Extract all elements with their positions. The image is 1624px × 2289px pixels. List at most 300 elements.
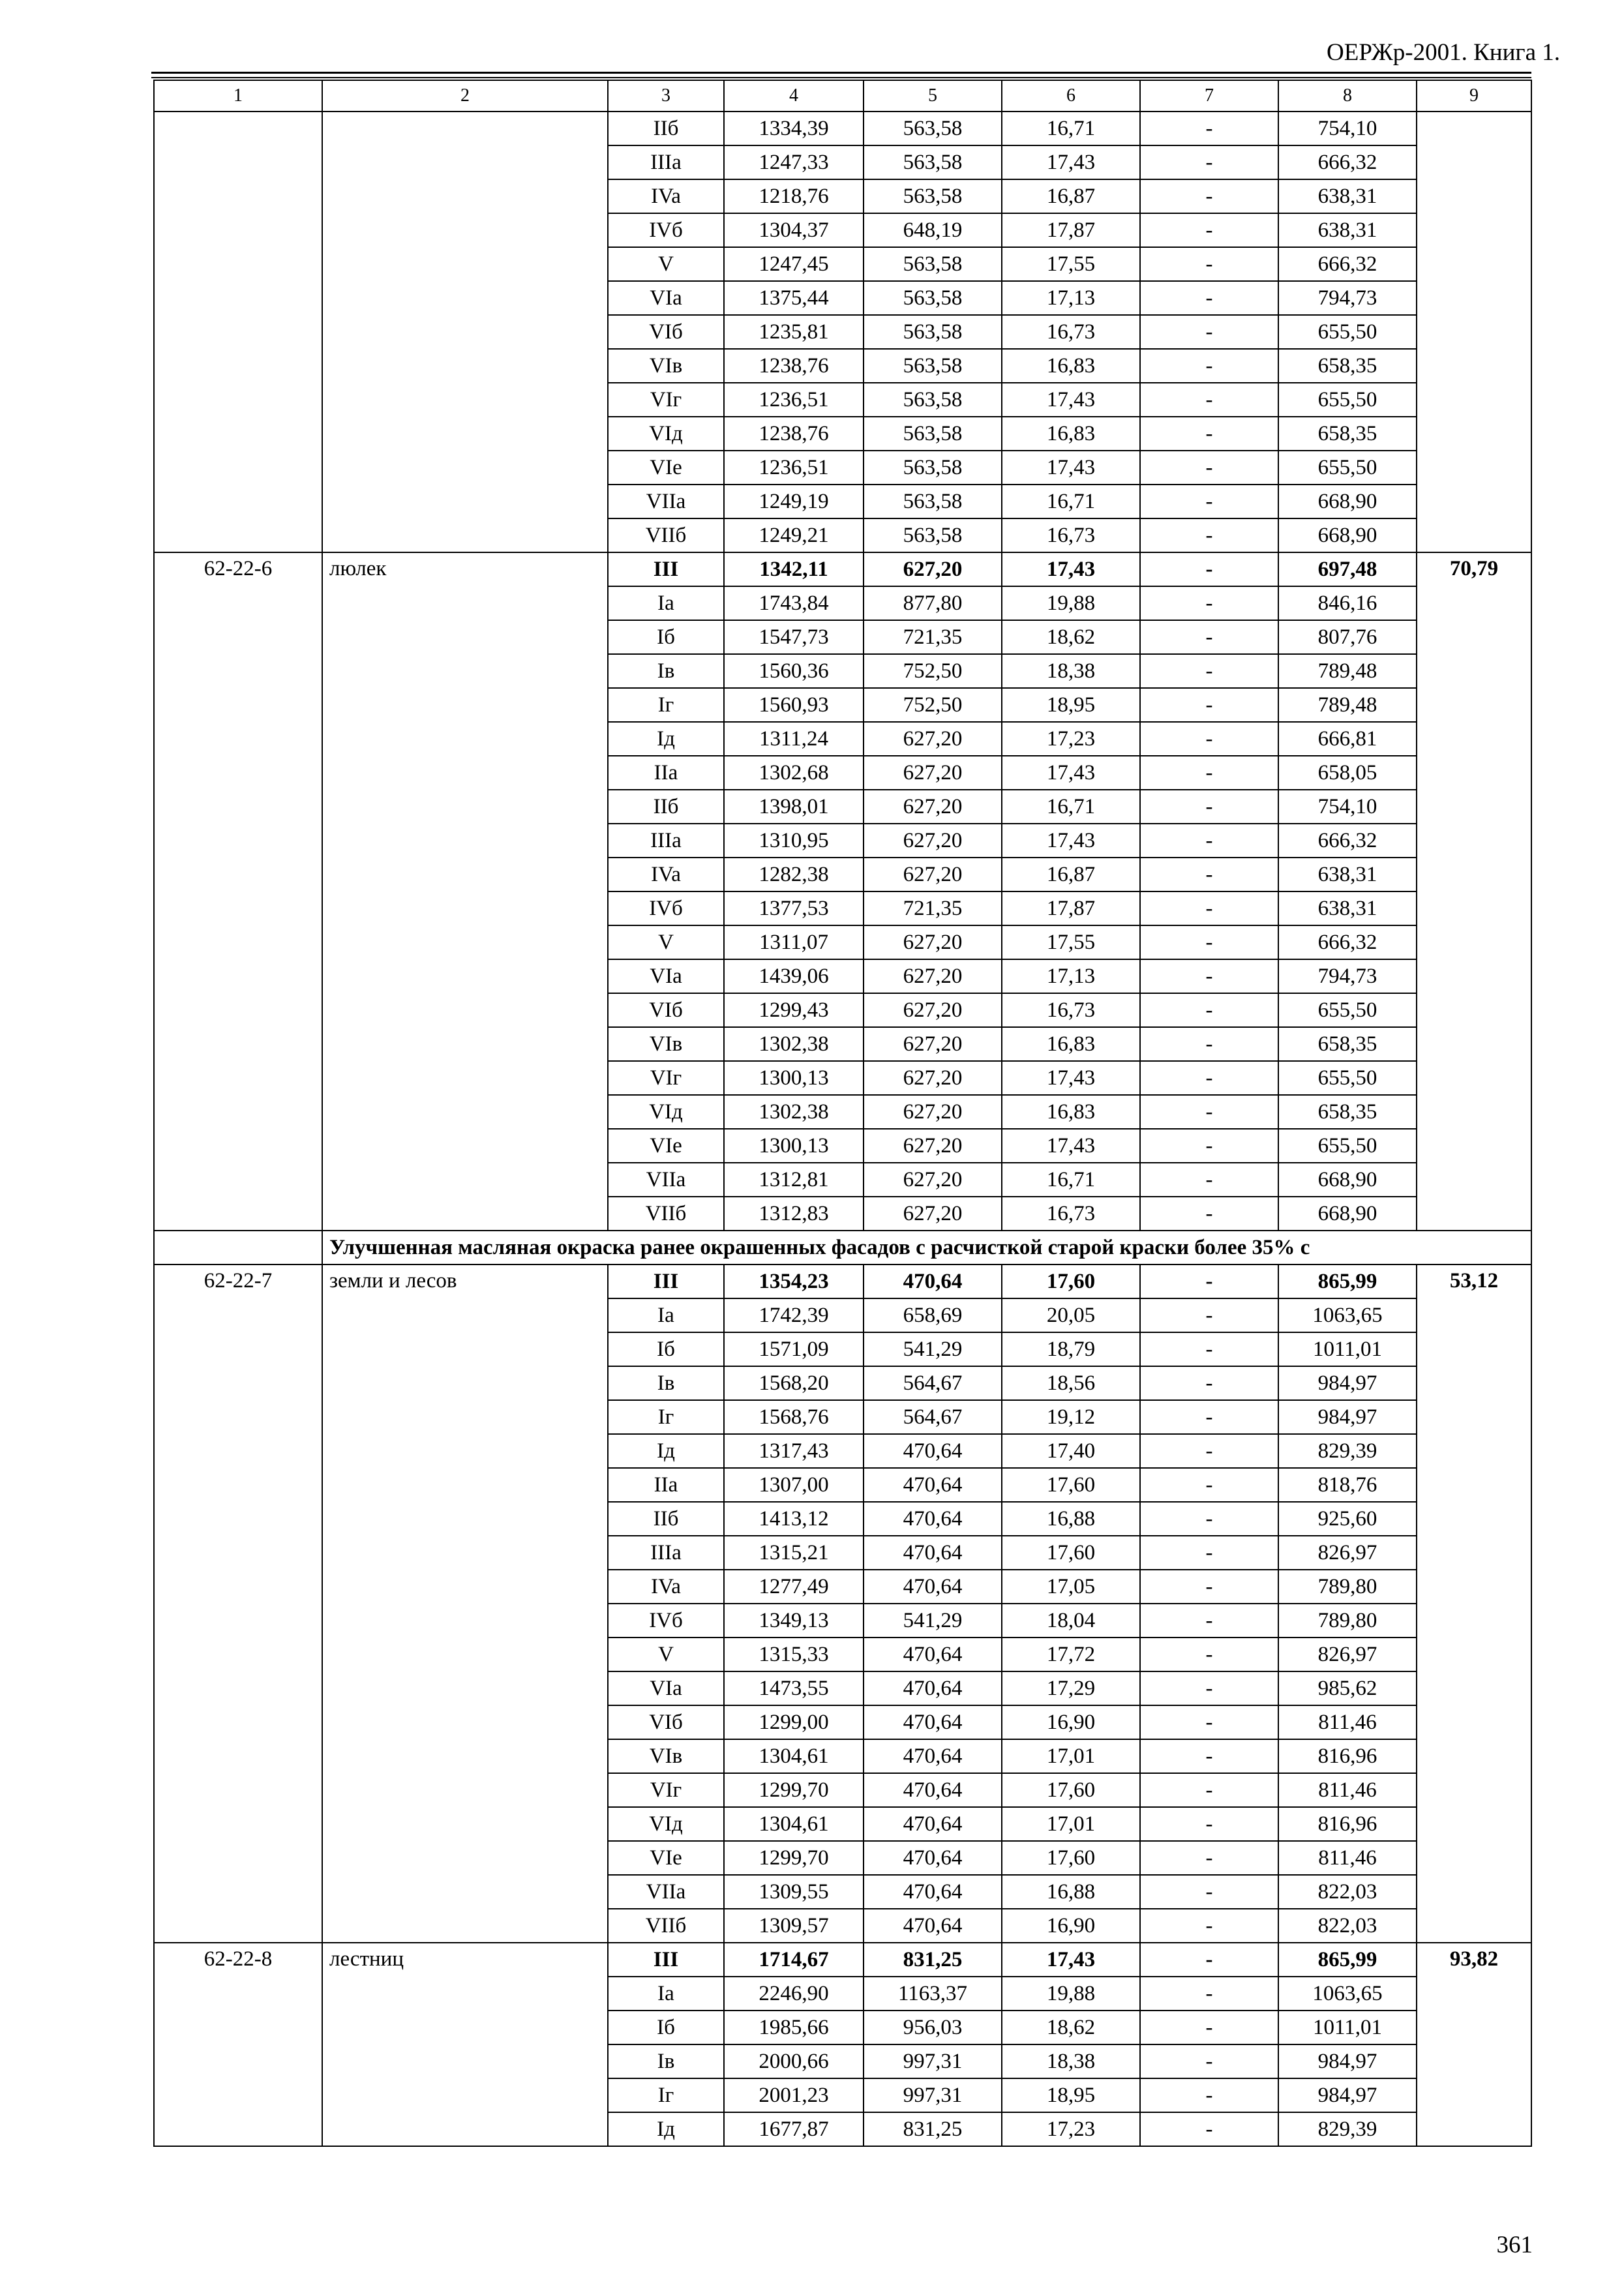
- section-row: [154, 1231, 1531, 1264]
- col7-value: -: [1140, 2112, 1278, 2146]
- col8-value: 655,50: [1278, 993, 1417, 1027]
- zone-cell: VIб: [608, 1705, 724, 1739]
- item-code: 62-22-7: [154, 1264, 322, 1943]
- col6-value: 19,12: [1002, 1400, 1140, 1434]
- zone-cell: VIa: [608, 281, 724, 315]
- col6-value: 17,43: [1002, 824, 1140, 858]
- col6-value: 17,43: [1002, 451, 1140, 485]
- col6-value: 18,04: [1002, 1604, 1140, 1638]
- col6-value: 16,90: [1002, 1705, 1140, 1739]
- col4-value: 1311,24: [724, 722, 864, 756]
- col6-value: 17,60: [1002, 1468, 1140, 1502]
- zone-cell: IVa: [608, 1570, 724, 1604]
- col6-value: 17,60: [1002, 1841, 1140, 1875]
- col6-value: 18,62: [1002, 2011, 1140, 2044]
- col4-value: 1568,20: [724, 1366, 864, 1400]
- col8-value: 984,97: [1278, 1400, 1417, 1434]
- col7-value: -: [1140, 485, 1278, 518]
- zone-cell: Iв: [608, 654, 724, 688]
- col5-value: 658,69: [864, 1298, 1002, 1332]
- col5-value: 627,20: [864, 1197, 1002, 1231]
- zone-cell: VIв: [608, 1027, 724, 1061]
- header-rule: [151, 72, 1531, 74]
- col5-value: 752,50: [864, 688, 1002, 722]
- col8-value: 658,05: [1278, 756, 1417, 790]
- col6-value: 17,01: [1002, 1739, 1140, 1773]
- col4-value: 1247,33: [724, 145, 864, 179]
- col8-value: 826,97: [1278, 1536, 1417, 1570]
- col4-value: 1236,51: [724, 451, 864, 485]
- col8-value: 822,03: [1278, 1909, 1417, 1943]
- col5-value: 470,64: [864, 1468, 1002, 1502]
- col5-value: 627,20: [864, 1027, 1002, 1061]
- col8-value: 984,97: [1278, 1366, 1417, 1400]
- col5-value: 564,67: [864, 1400, 1002, 1434]
- col8-value: 865,99: [1278, 1943, 1417, 1977]
- col8-value: 811,46: [1278, 1773, 1417, 1807]
- col4-value: 1299,43: [724, 993, 864, 1027]
- col6-value: 16,83: [1002, 1027, 1140, 1061]
- col6-value: 16,73: [1002, 993, 1140, 1027]
- col7-value: -: [1140, 1434, 1278, 1468]
- zone-cell: VIe: [608, 451, 724, 485]
- col7-value: -: [1140, 1468, 1278, 1502]
- col6-value: 16,88: [1002, 1875, 1140, 1909]
- col7-value: -: [1140, 722, 1278, 756]
- col5-value: 563,58: [864, 417, 1002, 451]
- col9-value: [1417, 112, 1531, 552]
- col5-value: 563,58: [864, 281, 1002, 315]
- col4-value: 1312,83: [724, 1197, 864, 1231]
- col6-value: 17,60: [1002, 1536, 1140, 1570]
- col4-value: 1714,67: [724, 1943, 864, 1977]
- col7-value: -: [1140, 1604, 1278, 1638]
- col5-value: 470,64: [864, 1536, 1002, 1570]
- col7-value: -: [1140, 790, 1278, 824]
- zone-cell: IIa: [608, 756, 724, 790]
- table-row: [154, 1264, 1531, 1298]
- column-number: 9: [1417, 80, 1531, 112]
- column-number: 7: [1140, 80, 1278, 112]
- zone-cell: VIб: [608, 993, 724, 1027]
- zone-cell: IIa: [608, 1468, 724, 1502]
- col5-value: 627,20: [864, 1061, 1002, 1095]
- col7-value: -: [1140, 993, 1278, 1027]
- zone-cell: VIд: [608, 1807, 724, 1841]
- column-number-row: [154, 80, 1531, 112]
- table-row: [154, 112, 1531, 145]
- col5-value: 648,19: [864, 213, 1002, 247]
- col6-value: 16,87: [1002, 858, 1140, 891]
- zone-cell: Iв: [608, 2044, 724, 2078]
- col8-value: 668,90: [1278, 1163, 1417, 1197]
- col5-value: 563,58: [864, 485, 1002, 518]
- zone-cell: VIIa: [608, 1875, 724, 1909]
- col6-value: 17,40: [1002, 1434, 1140, 1468]
- col4-value: 1473,55: [724, 1671, 864, 1705]
- zone-cell: IIб: [608, 1502, 724, 1536]
- col6-value: 16,83: [1002, 417, 1140, 451]
- col5-value: 563,58: [864, 179, 1002, 213]
- column-number: 4: [724, 80, 864, 112]
- item-code: 62-22-6: [154, 552, 322, 1231]
- zone-cell: IVб: [608, 213, 724, 247]
- col4-value: 1235,81: [724, 315, 864, 349]
- col4-value: 1398,01: [724, 790, 864, 824]
- col5-value: 627,20: [864, 1163, 1002, 1197]
- col4-value: 1985,66: [724, 2011, 864, 2044]
- col8-value: 754,10: [1278, 112, 1417, 145]
- col7-value: -: [1140, 688, 1278, 722]
- zone-cell: VIa: [608, 959, 724, 993]
- col6-value: 16,71: [1002, 112, 1140, 145]
- zone-cell: IIIa: [608, 824, 724, 858]
- section-code-cell: [154, 1231, 322, 1264]
- col8-value: 655,50: [1278, 451, 1417, 485]
- zone-cell: IIIa: [608, 145, 724, 179]
- col8-value: 638,31: [1278, 179, 1417, 213]
- col7-value: -: [1140, 2044, 1278, 2078]
- col6-value: 16,71: [1002, 485, 1140, 518]
- col7-value: -: [1140, 213, 1278, 247]
- col4-value: 1742,39: [724, 1298, 864, 1332]
- col5-value: 470,64: [864, 1739, 1002, 1773]
- col5-value: 627,20: [864, 824, 1002, 858]
- col5-value: 627,20: [864, 959, 1002, 993]
- col7-value: -: [1140, 417, 1278, 451]
- col8-value: 1011,01: [1278, 2011, 1417, 2044]
- col4-value: 1302,68: [724, 756, 864, 790]
- col8-value: 789,48: [1278, 654, 1417, 688]
- col4-value: 1571,09: [724, 1332, 864, 1366]
- col6-value: 17,87: [1002, 213, 1140, 247]
- col8-value: 655,50: [1278, 1061, 1417, 1095]
- zone-cell: Iб: [608, 1332, 724, 1366]
- col7-value: -: [1140, 1366, 1278, 1400]
- col7-value: -: [1140, 1705, 1278, 1739]
- column-number: 2: [322, 80, 608, 112]
- col7-value: -: [1140, 1332, 1278, 1366]
- section-title: Улучшенная масляная окраска ранее окрашенных фасадов с расчисткой старой краски более 35% с: [322, 1231, 1531, 1264]
- zone-cell: V: [608, 925, 724, 959]
- col7-value: -: [1140, 552, 1278, 586]
- column-number: 1: [154, 80, 322, 112]
- col7-value: -: [1140, 315, 1278, 349]
- header-rule: [151, 77, 1531, 78]
- col8-value: 668,90: [1278, 485, 1417, 518]
- col6-value: 18,95: [1002, 688, 1140, 722]
- zone-cell: VIIa: [608, 1163, 724, 1197]
- zone-cell: VIIa: [608, 485, 724, 518]
- item-code: [154, 112, 322, 552]
- col5-value: 470,64: [864, 1807, 1002, 1841]
- col8-value: 822,03: [1278, 1875, 1417, 1909]
- col5-value: 721,35: [864, 891, 1002, 925]
- zone-cell: V: [608, 1638, 724, 1671]
- zone-cell: Iд: [608, 1434, 724, 1468]
- col4-value: 1249,21: [724, 518, 864, 552]
- column-number: 5: [864, 80, 1002, 112]
- col4-value: 1439,06: [724, 959, 864, 993]
- zone-cell: Ia: [608, 1977, 724, 2011]
- zone-cell: VIг: [608, 1061, 724, 1095]
- col7-value: -: [1140, 1773, 1278, 1807]
- col8-value: 789,80: [1278, 1570, 1417, 1604]
- col6-value: 17,43: [1002, 552, 1140, 586]
- page-number: 361: [1496, 2232, 1533, 2258]
- col6-value: 17,87: [1002, 891, 1140, 925]
- col5-value: 563,58: [864, 247, 1002, 281]
- zone-cell: VIIб: [608, 518, 724, 552]
- col5-value: 627,20: [864, 756, 1002, 790]
- col5-value: 877,80: [864, 586, 1002, 620]
- col8-value: 794,73: [1278, 959, 1417, 993]
- zone-cell: Ia: [608, 1298, 724, 1332]
- zone-cell: Iв: [608, 1366, 724, 1400]
- col8-value: 658,35: [1278, 417, 1417, 451]
- col7-value: -: [1140, 1739, 1278, 1773]
- col7-value: -: [1140, 349, 1278, 383]
- col5-value: 831,25: [864, 2112, 1002, 2146]
- col6-value: 16,83: [1002, 349, 1140, 383]
- col6-value: 19,88: [1002, 586, 1140, 620]
- col8-value: 754,10: [1278, 790, 1417, 824]
- zone-cell: VIe: [608, 1841, 724, 1875]
- col4-value: 1247,45: [724, 247, 864, 281]
- col7-value: -: [1140, 281, 1278, 315]
- col8-value: 1011,01: [1278, 1332, 1417, 1366]
- col7-value: -: [1140, 925, 1278, 959]
- col8-value: 666,32: [1278, 824, 1417, 858]
- col5-value: 470,64: [864, 1638, 1002, 1671]
- column-number: 6: [1002, 80, 1140, 112]
- col5-value: 627,20: [864, 993, 1002, 1027]
- col6-value: 17,60: [1002, 1773, 1140, 1807]
- col7-value: -: [1140, 1536, 1278, 1570]
- col8-value: 655,50: [1278, 315, 1417, 349]
- col5-value: 470,64: [864, 1773, 1002, 1807]
- col5-value: 721,35: [864, 620, 1002, 654]
- col8-value: 826,97: [1278, 1638, 1417, 1671]
- col4-value: 1304,61: [724, 1739, 864, 1773]
- col7-value: -: [1140, 1909, 1278, 1943]
- col4-value: 1560,93: [724, 688, 864, 722]
- item-name: лестниц: [322, 1943, 608, 2146]
- col5-value: 563,58: [864, 145, 1002, 179]
- col8-value: 865,99: [1278, 1264, 1417, 1298]
- col4-value: 1299,70: [724, 1773, 864, 1807]
- col8-value: 829,39: [1278, 2112, 1417, 2146]
- col6-value: 17,43: [1002, 383, 1140, 417]
- col6-value: 20,05: [1002, 1298, 1140, 1332]
- zone-cell: VIд: [608, 417, 724, 451]
- zone-cell: IIб: [608, 112, 724, 145]
- col7-value: -: [1140, 1061, 1278, 1095]
- col4-value: 1302,38: [724, 1027, 864, 1061]
- col5-value: 470,64: [864, 1502, 1002, 1536]
- col4-value: 1238,76: [724, 349, 864, 383]
- col5-value: 563,58: [864, 112, 1002, 145]
- price-table: [153, 80, 1532, 2147]
- col6-value: 16,73: [1002, 315, 1140, 349]
- col5-value: 997,31: [864, 2044, 1002, 2078]
- col8-value: 984,97: [1278, 2078, 1417, 2112]
- col6-value: 18,95: [1002, 2078, 1140, 2112]
- zone-cell: Ia: [608, 586, 724, 620]
- zone-cell: VIг: [608, 1773, 724, 1807]
- col8-value: 811,46: [1278, 1841, 1417, 1875]
- col4-value: 1282,38: [724, 858, 864, 891]
- col7-value: -: [1140, 451, 1278, 485]
- col4-value: 1277,49: [724, 1570, 864, 1604]
- col8-value: 658,35: [1278, 349, 1417, 383]
- zone-cell: IIб: [608, 790, 724, 824]
- table-body: [154, 80, 1531, 2146]
- col6-value: 17,13: [1002, 959, 1140, 993]
- col7-value: -: [1140, 1264, 1278, 1298]
- col7-value: -: [1140, 824, 1278, 858]
- col7-value: -: [1140, 858, 1278, 891]
- zone-cell: Iг: [608, 688, 724, 722]
- col8-value: 668,90: [1278, 518, 1417, 552]
- col5-value: 563,58: [864, 518, 1002, 552]
- col7-value: -: [1140, 2011, 1278, 2044]
- col7-value: -: [1140, 756, 1278, 790]
- col9-value: 70,79: [1417, 552, 1531, 1231]
- col7-value: -: [1140, 1570, 1278, 1604]
- col6-value: 17,13: [1002, 281, 1140, 315]
- col4-value: 1743,84: [724, 586, 864, 620]
- col8-value: 985,62: [1278, 1671, 1417, 1705]
- col4-value: 2001,23: [724, 2078, 864, 2112]
- zone-cell: Iд: [608, 722, 724, 756]
- col8-value: 789,80: [1278, 1604, 1417, 1638]
- col8-value: 638,31: [1278, 891, 1417, 925]
- zone-cell: V: [608, 247, 724, 281]
- col4-value: 1413,12: [724, 1502, 864, 1536]
- col5-value: 564,67: [864, 1366, 1002, 1400]
- col7-value: -: [1140, 1671, 1278, 1705]
- col7-value: -: [1140, 112, 1278, 145]
- col8-value: 666,32: [1278, 925, 1417, 959]
- col4-value: 1300,13: [724, 1129, 864, 1163]
- col6-value: 17,43: [1002, 1061, 1140, 1095]
- item-name: люлек: [322, 552, 608, 1231]
- col6-value: 17,23: [1002, 2112, 1140, 2146]
- col4-value: 1299,70: [724, 1841, 864, 1875]
- col8-value: 816,96: [1278, 1739, 1417, 1773]
- col4-value: 1377,53: [724, 891, 864, 925]
- zone-cell: III: [608, 552, 724, 586]
- col5-value: 627,20: [864, 790, 1002, 824]
- col5-value: 470,64: [864, 1875, 1002, 1909]
- col6-value: 16,71: [1002, 790, 1140, 824]
- col6-value: 17,43: [1002, 1943, 1140, 1977]
- zone-cell: VIд: [608, 1095, 724, 1129]
- col6-value: 18,56: [1002, 1366, 1140, 1400]
- col4-value: 1547,73: [724, 620, 864, 654]
- zone-cell: Iб: [608, 620, 724, 654]
- col7-value: -: [1140, 586, 1278, 620]
- col5-value: 627,20: [864, 1129, 1002, 1163]
- col4-value: 1311,07: [724, 925, 864, 959]
- col6-value: 18,62: [1002, 620, 1140, 654]
- zone-cell: IVa: [608, 858, 724, 891]
- col9-value: 53,12: [1417, 1264, 1531, 1943]
- col8-value: 925,60: [1278, 1502, 1417, 1536]
- col7-value: -: [1140, 1400, 1278, 1434]
- col5-value: 470,64: [864, 1671, 1002, 1705]
- table-row: [154, 1943, 1531, 1977]
- col4-value: 1334,39: [724, 112, 864, 145]
- col6-value: 16,90: [1002, 1909, 1140, 1943]
- col5-value: 563,58: [864, 315, 1002, 349]
- col6-value: 17,29: [1002, 1671, 1140, 1705]
- col4-value: 1309,55: [724, 1875, 864, 1909]
- col6-value: 18,79: [1002, 1332, 1140, 1366]
- col4-value: 2246,90: [724, 1977, 864, 2011]
- col8-value: 658,35: [1278, 1027, 1417, 1061]
- col8-value: 789,48: [1278, 688, 1417, 722]
- col8-value: 811,46: [1278, 1705, 1417, 1739]
- column-number: 8: [1278, 80, 1417, 112]
- col8-value: 846,16: [1278, 586, 1417, 620]
- col5-value: 1163,37: [864, 1977, 1002, 2011]
- col5-value: 470,64: [864, 1705, 1002, 1739]
- col8-value: 655,50: [1278, 383, 1417, 417]
- zone-cell: Iг: [608, 1400, 724, 1434]
- col5-value: 541,29: [864, 1604, 1002, 1638]
- col5-value: 563,58: [864, 451, 1002, 485]
- zone-cell: Iб: [608, 2011, 724, 2044]
- col5-value: 752,50: [864, 654, 1002, 688]
- col6-value: 17,72: [1002, 1638, 1140, 1671]
- col5-value: 470,64: [864, 1570, 1002, 1604]
- col8-value: 984,97: [1278, 2044, 1417, 2078]
- zone-cell: IVa: [608, 179, 724, 213]
- col4-value: 1299,00: [724, 1705, 864, 1739]
- col5-value: 997,31: [864, 2078, 1002, 2112]
- zone-cell: VIв: [608, 349, 724, 383]
- col4-value: 1560,36: [724, 654, 864, 688]
- col8-value: 638,31: [1278, 858, 1417, 891]
- col4-value: 1304,37: [724, 213, 864, 247]
- col5-value: 627,20: [864, 552, 1002, 586]
- col4-value: 1349,13: [724, 1604, 864, 1638]
- col5-value: 627,20: [864, 858, 1002, 891]
- col7-value: -: [1140, 2078, 1278, 2112]
- col4-value: 2000,66: [724, 2044, 864, 2078]
- zone-cell: VIIб: [608, 1197, 724, 1231]
- col5-value: 563,58: [864, 383, 1002, 417]
- col6-value: 17,43: [1002, 756, 1140, 790]
- col8-value: 668,90: [1278, 1197, 1417, 1231]
- col8-value: 658,35: [1278, 1095, 1417, 1129]
- col7-value: -: [1140, 1841, 1278, 1875]
- item-name: земли и лесов: [322, 1264, 608, 1943]
- document-header: ОЕРЖр-2001. Книга 1.: [1327, 39, 1560, 66]
- col7-value: -: [1140, 1977, 1278, 2011]
- col4-value: 1302,38: [724, 1095, 864, 1129]
- col4-value: 1354,23: [724, 1264, 864, 1298]
- col6-value: 16,71: [1002, 1163, 1140, 1197]
- zone-cell: VIa: [608, 1671, 724, 1705]
- col6-value: 17,55: [1002, 925, 1140, 959]
- col6-value: 16,88: [1002, 1502, 1140, 1536]
- col4-value: 1375,44: [724, 281, 864, 315]
- column-number: 3: [608, 80, 724, 112]
- col7-value: -: [1140, 1943, 1278, 1977]
